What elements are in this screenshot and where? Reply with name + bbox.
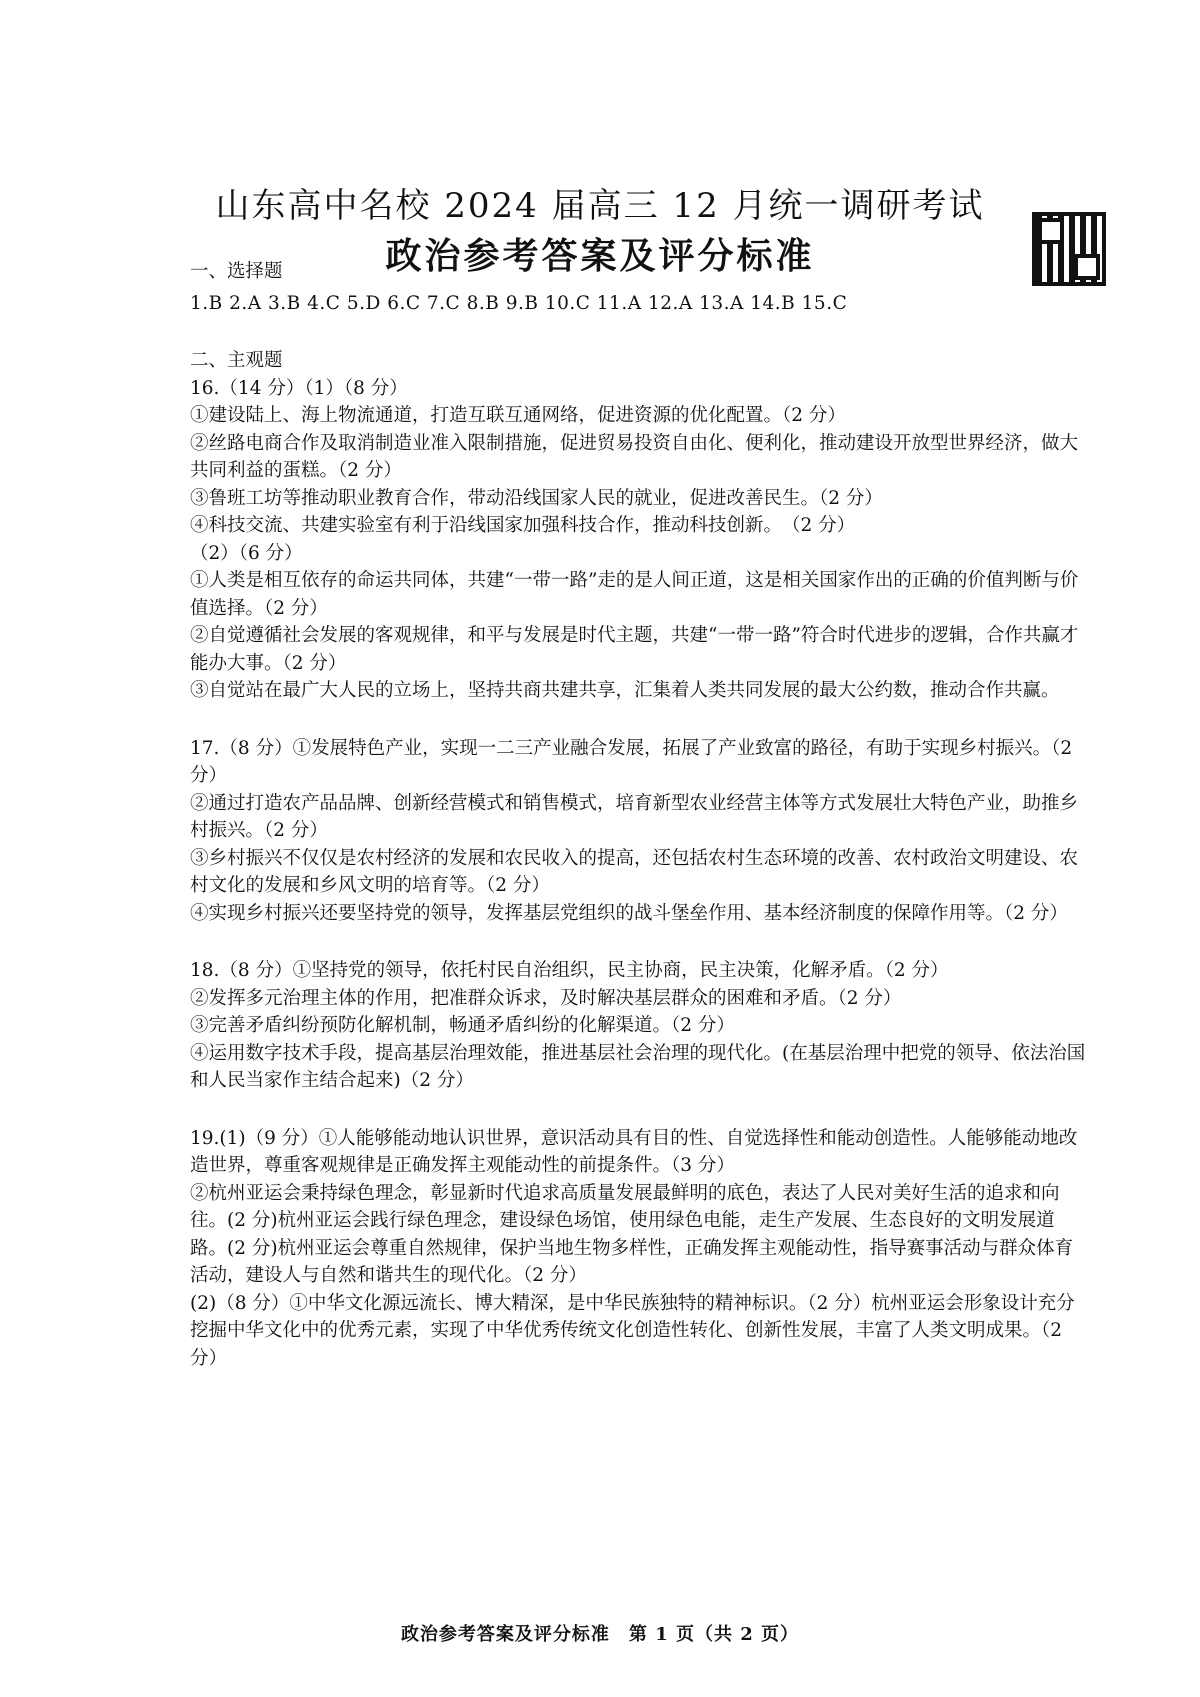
q19-point-3: (2)（8 分）①中华文化源远流长、博大精深，是中华民族独特的精神标识。（2 分）杭州亚运会形象设计充分挖掘中华文化中的优秀元素，实现了中华优秀传统文化创造性转化、创新性发展，丰富了人类文明成果。（2 分） <box>190 1292 1075 1369</box>
q16-point-3: ③鲁班工坊等推动职业教育合作，带动沿线国家人民的就业，促进改善民生。（2 分） <box>190 487 883 509</box>
q16-point-1: ①建设陆上、海上物流通道，打造互联互通网络，促进资源的优化配置。（2 分） <box>190 405 846 426</box>
q19-point-1: 19.(1)（9 分）①人能够能动地认识世界，意识活动具有目的性、自觉选择性和能动创造性。人能够能动地改造世界，尊重客观规律是正确发挥主观能动性的前提条件。（3 分） <box>190 1127 1078 1176</box>
choice-answers: 1.B 2.A 3.B 4.C 5.D 6.C 7.C 8.B 9.B 10.C 11.A 12.A 13.A 14.B 15.C <box>190 292 848 314</box>
q16-point-6: ②自觉遵循社会发展的客观规律，和平与发展是时代主题，共建“一带一路”符合时代进步的逻辑，合作共赢才能办大事。（2 分） <box>190 625 1079 674</box>
q18-point-4: ④运用数字技术手段，提高基层治理效能，推进基层社会治理的现代化。(在基层治理中把党的领导、依法治国和人民当家作主结合起来)（2 分） <box>190 1042 1086 1091</box>
q18-point-2: ②发挥多元治理主体的作用，把准群众诉求，及时解决基层群众的困难和矛盾。（2 分） <box>190 987 902 1009</box>
q17-point-4: ④实现乡村振兴还要坚持党的领导，发挥基层党组织的战斗堡垒作用、基本经济制度的保障作用等。（2 分） <box>190 902 1068 924</box>
q16-point-5: ①人类是相互依存的命运共同体，共建“一带一路”走的是人间正道，这是相关国家作出的正确的价值判断与价值选择。（2 分） <box>190 570 1079 619</box>
section-subjective-heading: 二、主观题 <box>190 350 283 371</box>
page-footer: 政治参考答案及评分标准 第 1 页（共 2 页） <box>400 1624 800 1645</box>
q17-point-3: ③乡村振兴不仅仅是农村经济的发展和农民收入的提高，还包括农村生态环境的改善、农村政治文明建设、农村文化的发展和乡风文明的培育等。（2 分） <box>190 847 1079 896</box>
q18-point-1: 18.（8 分）①坚持党的领导，依托村民自治组织，民主协商，民主决策，化解矛盾。（2 分） <box>190 960 949 981</box>
q16-point-7: ③自觉站在最广大人民的立场上，坚持共商共建共享，汇集着人类共同发展的最大公约数，推动合作共赢。 <box>190 680 1060 701</box>
answer-content <box>190 258 1090 1372</box>
q16-point-2: ②丝路电商合作及取消制造业准入限制措施，促进贸易投资自由化、便利化，推动建设开放型世界经济，做大共同利益的蛋糕。（2 分） <box>190 432 1079 481</box>
q19-point-2: ②杭州亚运会秉持绿色理念，彰显新时代追求高质量发展最鲜明的底色，表达了人民对美好生活的追求和向往。(2 分)杭州亚运会践行绿色理念，建设绿色场馆，使用绿色电能，走生产发展、生态良好的文明发展道路。(2 分)杭州亚运会尊重自然规律，保护当地生物多样性，正确发挥主观能动性，指导赛事活动与群众体育活动，建设人与自然和谐共生的现代化。（2 分） <box>190 1182 1074 1286</box>
exam-title: 山东高中名校 2024 届高三 12 月统一调研考试 <box>215 186 985 226</box>
q16-header: 16.（14 分）（1）（8 分） <box>190 377 408 399</box>
document-subtitle: 政治参考答案及评分标准 <box>385 235 815 277</box>
section-choice-heading: 一、选择题 <box>190 261 283 282</box>
q16-sub2-header: （2）（6 分） <box>190 542 303 564</box>
q17-point-1: 17.（8 分）①发展特色产业，实现一二三产业融合发展，拓展了产业致富的路径，有助于实现乡村振兴。（2 分） <box>190 737 1073 786</box>
q17-point-2: ②通过打造农产品品牌、创新经营模式和销售模式，培育新型农业经营主体等方式发展壮大特色产业，助推乡村振兴。（2 分） <box>190 792 1079 841</box>
q16-point-4: ④科技交流、共建实验室有利于沿线国家加强科技合作，推动科技创新。 （2 分） <box>190 515 856 536</box>
q18-point-3: ③完善矛盾纠纷预防化解机制，畅通矛盾纠纷的化解渠道。（2 分） <box>190 1015 735 1036</box>
